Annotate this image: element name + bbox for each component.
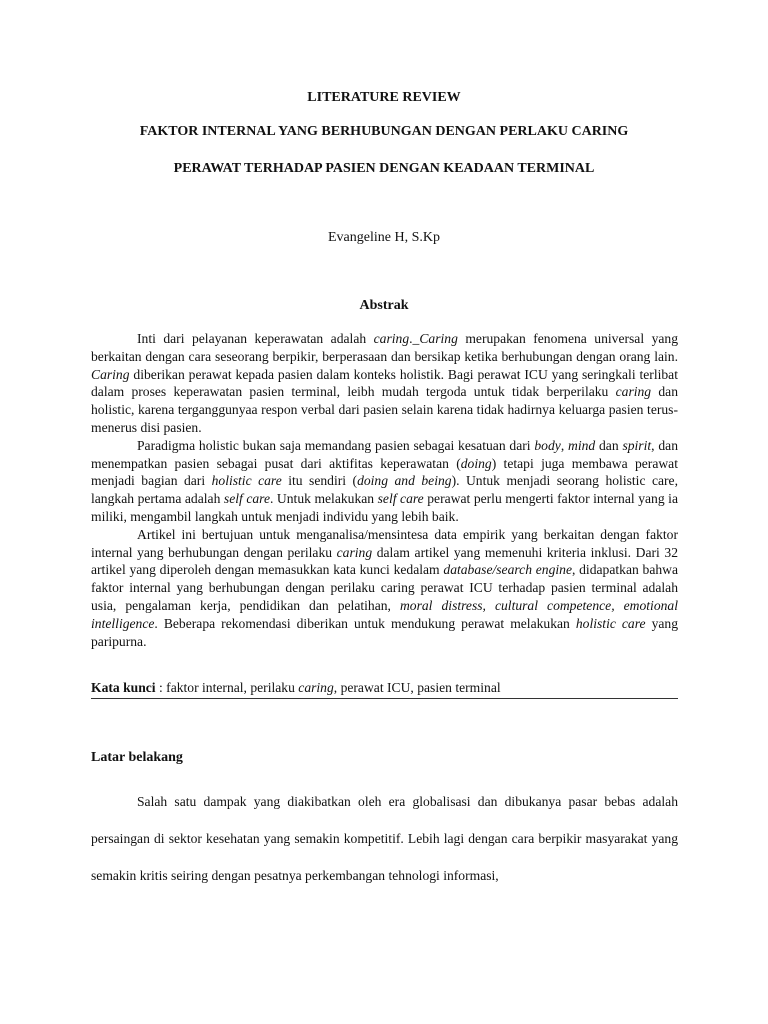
text-run: merupakan fenomena universal yang berkaitan dengan cara seseorang berpikir, berperasaan dan bersikap ketika berhubungan dengan orang lain. [91, 331, 679, 364]
keywords-text: faktor internal, perilaku [166, 680, 299, 695]
author-name: Evangeline H, S.Kp [328, 230, 440, 245]
italic-run: self care [223, 491, 270, 507]
italic-run: caring [373, 331, 410, 346]
text-run: dalam artikel yang memenuhi kriteria inklusi. Dari 32 artikel yang diperoleh dengan memasukkan kata kunci kedalam [91, 544, 678, 578]
italic-run: caring [336, 544, 373, 560]
italic-run: holistic care [575, 615, 646, 631]
italic-run: moral distress, cultural competence, emotional intelligence [91, 597, 678, 631]
document-title-line-2: FAKTOR INTERNAL YANG BERHUBUNGAN DENGAN PERLAKU CARING [139, 124, 629, 139]
abstract-paragraph-2 [91, 437, 678, 526]
italic-run: self care [377, 491, 424, 507]
body-paragraph: Salah satu dampak yang diakibatkan oleh era globalisasi dan dibukanya pasar bebas adalah persaingan di sektor kesehatan yang semakin kompetitif. Lebih lagi dengan cara berpikir masyarakat yang semakin kritis seiring dengan pesatnya perkembangan tehnologi informasi, [91, 794, 678, 883]
abstract-heading: Abstrak [359, 298, 409, 313]
keywords-separator: : [155, 680, 167, 695]
keywords-italic: caring [298, 680, 334, 695]
italic-run: holistic care [211, 473, 282, 489]
text-run: , dan menempatkan pasien sebagai pusat dari aktifitas keperawatan ( [91, 437, 678, 471]
document-title-line-3: PERAWAT TERHADAP PASIEN DENGAN KEADAAN TERMINAL [173, 161, 595, 176]
abstract-body [91, 330, 678, 650]
text-run: dan holistic, karena terganggunyaa respon verbal dari pasien selain karena tidak hadirnya keluarga pasien terus-menerus disi pasien. [91, 384, 678, 435]
body-section [91, 783, 678, 894]
italic-run: doing and being [357, 473, 452, 489]
text-run: ._ [409, 331, 420, 346]
section-heading: Latar belakang [91, 750, 183, 765]
italic-run: database/search engine [443, 562, 572, 578]
text-run: ) tetapi juga membawa perawat menjadi bagian dari [91, 455, 678, 489]
text-run: itu sendiri ( [281, 473, 358, 489]
text-run: Artikel ini bertujuan untuk menganalisa/mensintesa data empirik yang berkaitan dengan faktor internal yang berhubungan dengan perilaku [91, 526, 678, 560]
text-run: , didapatkan bahwa faktor internal yang berhubungan dengan perilaku caring perawat ICU terhadap pasien terminal adalah usia, pengalaman kerja, pendidikan dan pelatihan, [91, 562, 679, 613]
italic-run: mind [568, 437, 596, 453]
keywords-text: , perawat ICU, pasien terminal [333, 680, 501, 695]
italic-run: caring [615, 384, 652, 400]
text-run: . Beberapa rekomendasi diberikan untuk mendukung perawat melakukan [154, 615, 576, 631]
document-title-line-1: LITERATURE REVIEW [307, 90, 461, 105]
italic-run: spirit [622, 437, 652, 453]
abstract-paragraph-3 [91, 526, 678, 651]
keywords-line [91, 679, 678, 697]
abstract-paragraph-1 [91, 330, 678, 437]
text-run: , [560, 437, 569, 453]
italic-run: Caring [419, 331, 458, 346]
text-run: Paradigma holistic bukan saja memandang pasien sebagai kesatuan dari [137, 437, 535, 453]
text-run: diberikan perawat kepada pasien dalam konteks holistik. Bagi perawat ICU yang seringkali terlibat dalam proses keperawatan pasien terminal, leibh mudah tergoda untuk tidak berperilaku [91, 366, 678, 400]
keywords-label: Kata kunci [91, 680, 156, 695]
text-run: perawat perlu mengerti faktor internal yang ia miliki, mengambil langkah untuk menjadi individu yang lebih baik. [91, 491, 678, 524]
text-run: ). Untuk menjadi seorang holistic care, langkah pertama adalah [91, 473, 678, 507]
keywords-divider [91, 698, 678, 699]
italic-run: Caring [91, 366, 130, 382]
text-run: Inti dari pelayanan keperawatan adalah [137, 331, 374, 346]
italic-run: body [534, 437, 561, 453]
italic-run: doing [460, 455, 492, 471]
text-run: dan [595, 437, 623, 453]
text-run: yang paripurna. [91, 615, 679, 649]
text-run: . Untuk melakukan [269, 491, 378, 507]
